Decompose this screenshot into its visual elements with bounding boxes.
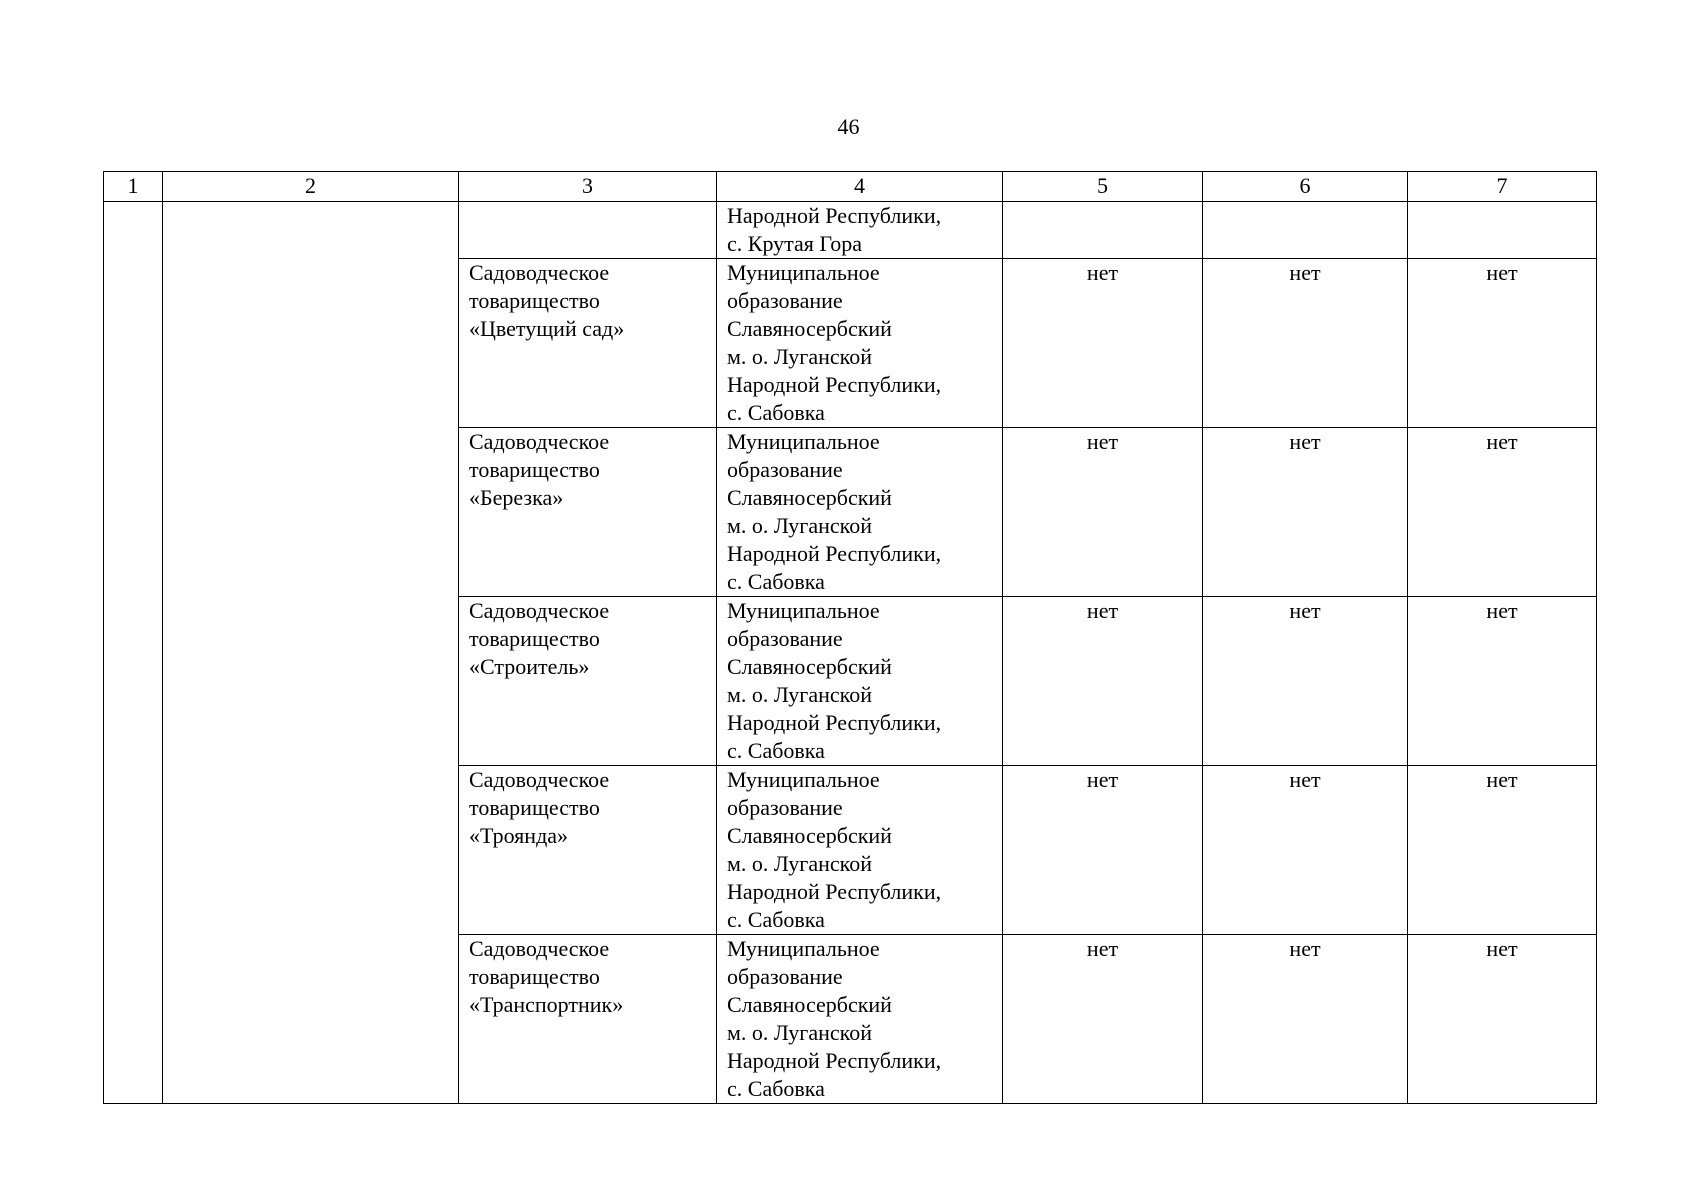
address-line: м. о. Луганской [727, 851, 872, 876]
address-line: Народной Республики, [727, 372, 942, 397]
header-cell-4: 4 [717, 172, 1003, 202]
address-cell [717, 935, 1003, 1104]
cell-col7: нет [1408, 597, 1597, 766]
address-line: образование [727, 795, 843, 820]
cell-col7: нет [1408, 766, 1597, 935]
address-line: Народной Республики, [727, 1048, 942, 1073]
address-cell [717, 597, 1003, 766]
org-line: «Транспортник» [469, 992, 624, 1017]
header-cell-2: 2 [163, 172, 459, 202]
cell-col7: нет [1408, 259, 1597, 428]
org-line: «Строитель» [469, 654, 590, 679]
org-line: Садоводческое [469, 260, 610, 285]
address-line: образование [727, 626, 843, 651]
cell-col6 [1203, 202, 1408, 259]
address-line: Славяносербский [727, 992, 892, 1017]
address-line: с. Сабовка [727, 907, 825, 932]
cell-col5: нет [1003, 259, 1203, 428]
address-cell [717, 259, 1003, 428]
cell-col6: нет [1203, 597, 1408, 766]
cell-col6: нет [1203, 766, 1408, 935]
address-line: Муниципальное [727, 429, 880, 454]
cell-col5 [1003, 202, 1203, 259]
org-line: «Березка» [469, 485, 564, 510]
address-line: Славяносербский [727, 654, 892, 679]
address-line: Народной Республики, [727, 710, 942, 735]
org-line: «Троянда» [469, 823, 569, 848]
address-line: м. о. Луганской [727, 344, 872, 369]
address-line: Муниципальное [727, 936, 880, 961]
cell-col1-merged [104, 202, 163, 1104]
address-cell [717, 428, 1003, 597]
cell-col6: нет [1203, 935, 1408, 1104]
address-line: Народной Республики, [727, 541, 942, 566]
header-cell-3: 3 [459, 172, 717, 202]
address-line: с. Сабовка [727, 569, 825, 594]
address-line: м. о. Луганской [727, 1020, 872, 1045]
address-line: Славяносербский [727, 316, 892, 341]
address-line: Славяносербский [727, 823, 892, 848]
table-header-row [104, 172, 1597, 202]
address-line: с. Сабовка [727, 738, 825, 763]
address-line: м. о. Луганской [727, 513, 872, 538]
address-line: м. о. Луганской [727, 682, 872, 707]
address-line: образование [727, 964, 843, 989]
address-line: Народной Республики, [727, 879, 942, 904]
document-table [103, 171, 1597, 1104]
org-line: товарищество [469, 626, 600, 651]
table-row-continuation [104, 202, 1597, 259]
organization-name-cell [459, 766, 717, 935]
organization-name-cell [459, 259, 717, 428]
cell-col5: нет [1003, 428, 1203, 597]
cell-col6: нет [1203, 428, 1408, 597]
org-line: Садоводческое [469, 429, 610, 454]
cell-col5: нет [1003, 597, 1203, 766]
address-line: образование [727, 457, 843, 482]
address-line: Муниципальное [727, 767, 880, 792]
org-line: товарищество [469, 795, 600, 820]
org-line: «Цветущий сад» [469, 316, 625, 341]
cell-col7 [1408, 202, 1597, 259]
address-line: Муниципальное [727, 598, 880, 623]
page-number: 46 [837, 114, 860, 139]
header-cell-1: 1 [104, 172, 163, 202]
cell-col2-merged [163, 202, 459, 1104]
header-cell-5: 5 [1003, 172, 1203, 202]
address-line: Муниципальное [727, 260, 880, 285]
org-line: товарищество [469, 288, 600, 313]
address-line: Славяносербский [727, 485, 892, 510]
org-line: товарищество [469, 457, 600, 482]
org-line: Садоводческое [469, 598, 610, 623]
address-cell [717, 766, 1003, 935]
address-line: с. Крутая Гора [727, 231, 862, 256]
org-line: Садоводческое [469, 767, 610, 792]
cell-col7: нет [1408, 935, 1597, 1104]
cell-col6: нет [1203, 259, 1408, 428]
address-line: образование [727, 288, 843, 313]
cell-col5: нет [1003, 935, 1203, 1104]
organization-name-cell [459, 597, 717, 766]
cell-col5: нет [1003, 766, 1203, 935]
org-line: товарищество [469, 964, 600, 989]
org-line: Садоводческое [469, 936, 610, 961]
header-cell-6: 6 [1203, 172, 1408, 202]
address-line: с. Сабовка [727, 400, 825, 425]
cell-col7: нет [1408, 428, 1597, 597]
address-line: с. Сабовка [727, 1076, 825, 1101]
header-cell-7: 7 [1408, 172, 1597, 202]
organization-name-cell [459, 935, 717, 1104]
cell-col3 [459, 202, 717, 259]
cell-col4 [717, 202, 1003, 259]
organization-name-cell [459, 428, 717, 597]
address-line: Народной Республики, [727, 203, 942, 228]
